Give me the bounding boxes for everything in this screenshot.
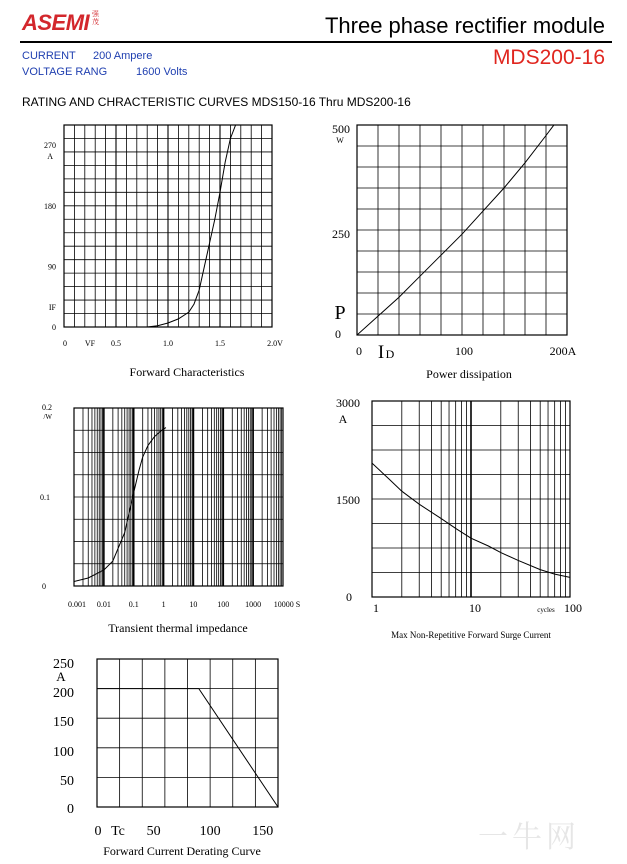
- forward-y-tick-0: 0: [52, 323, 56, 332]
- thermal-x-tick-5: 100: [217, 600, 230, 609]
- power-series-line-0: [357, 115, 562, 336]
- chart-derating: [53, 657, 278, 858]
- current-value: 200 Ampere: [93, 50, 153, 62]
- forward-x-tick-1: 0.5: [111, 339, 121, 348]
- derating-x-symbol: Tc: [111, 824, 125, 839]
- surge-x-unit: cycles: [537, 606, 555, 614]
- thermal-x-tick-7: 10000 S: [273, 600, 301, 609]
- surge-y-unit: A: [338, 412, 348, 426]
- power-plot-area: [357, 115, 562, 336]
- forward-y-tick-4: 270: [44, 141, 56, 151]
- thermal-x-tick-1: 0.01: [96, 600, 111, 609]
- thermal-x-tick-4: 10: [189, 600, 198, 609]
- brand-logo: ASEMI: [22, 10, 90, 35]
- forward-plot-area: [147, 125, 235, 327]
- thermal-y-tick-1: 0.1: [40, 493, 50, 502]
- power-y-unit: W: [336, 136, 344, 145]
- surge-x-tick-1: 10: [469, 601, 481, 615]
- current-label: CURRENT: [22, 50, 76, 62]
- thermal-x-tick-2: 0.1: [128, 600, 139, 609]
- thermal-title: Transient thermal impedance: [108, 621, 248, 635]
- thermal-y-tick-0: 0: [42, 582, 46, 591]
- forward-y-tick-2: 90: [48, 262, 56, 272]
- derating-y-tick-5: 250: [53, 657, 74, 672]
- forward-y-tick-3: 180: [44, 201, 56, 211]
- surge-y-tick-2: 3000: [336, 396, 360, 410]
- thermal-plot-area: [74, 428, 166, 582]
- thermal-series-line-0: [74, 428, 166, 582]
- thermal-x-tick-6: 1000: [245, 600, 262, 609]
- section-title: RATING AND CHRACTERISTIC CURVES MDS150-16 Thru MDS200-16: [22, 95, 411, 109]
- derating-y-tick-2: 100: [53, 745, 74, 760]
- derating-x-tick-1: 100: [199, 824, 221, 839]
- power-x-tick-1: 100: [455, 344, 473, 358]
- chart-forward: [44, 125, 283, 379]
- power-x-tick-0: 0: [356, 344, 362, 358]
- derating-y-tick-3: 150: [53, 715, 74, 730]
- chart-thermal: [40, 403, 300, 635]
- surge-x-tick-2: 100: [564, 601, 582, 615]
- power-title: Power dissipation: [426, 367, 512, 381]
- derating-y-tick-1: 50: [60, 774, 74, 789]
- power-y-tick-1: 250: [332, 227, 350, 241]
- forward-x-tick-3: 1.5: [215, 339, 225, 348]
- power-x-symbol: I: [377, 342, 385, 363]
- chart-surge: [336, 396, 582, 640]
- thermal-y-tick-2: 0.2: [42, 403, 52, 412]
- forward-x-zero: 0: [63, 339, 67, 348]
- voltage-value: 1600 Volts: [136, 66, 188, 78]
- surge-x-tick-0: 1: [373, 601, 379, 615]
- forward-y-tick-1: IF: [48, 302, 56, 312]
- forward-y-unit: A: [47, 152, 53, 161]
- voltage-label: VOLTAGE RANG: [22, 66, 108, 78]
- power-y-tick-0: 0: [335, 327, 341, 341]
- forward-x-tick-2: 1.0: [163, 339, 173, 348]
- derating-x-tick-0: 50: [146, 824, 161, 839]
- thermal-x-tick-0: 0.001: [68, 600, 86, 609]
- power-x-symbol-sub: D: [385, 347, 395, 361]
- forward-x-tick-0: VF: [84, 339, 96, 348]
- derating-title: Forward Current Derating Curve: [103, 844, 261, 858]
- surge-title: Max Non-Repetitive Forward Surge Current: [391, 630, 551, 640]
- surge-y-tick-1: 1500: [336, 493, 360, 507]
- derating-y-unit: A: [56, 669, 66, 684]
- power-y-symbol: P: [334, 302, 346, 324]
- surge-y-tick-0: 0: [346, 590, 352, 604]
- thermal-x-tick-3: 1: [161, 600, 166, 609]
- derating-y-tick-4: 200: [53, 686, 74, 701]
- forward-x-tick-4: 2.0V: [267, 339, 283, 348]
- forward-series-line-0: [147, 125, 235, 327]
- power-x-tick-2: 200A: [549, 344, 577, 358]
- document-title: Three phase rectifier module: [324, 13, 605, 38]
- watermark: 一牛网: [478, 821, 580, 854]
- derating-y-tick-0: 0: [67, 802, 74, 817]
- derating-x-tick-2: 150: [252, 824, 274, 839]
- power-y-tick-2: 500: [332, 122, 350, 136]
- derating-x-zero: 0: [94, 824, 102, 839]
- forward-title: Forward Characteristics: [129, 365, 245, 379]
- part-number: MDS200-16: [492, 46, 605, 69]
- brand-logo-cn: 强茂: [92, 11, 99, 26]
- thermal-y-unit: /W: [43, 413, 52, 421]
- chart-power: [332, 115, 577, 382]
